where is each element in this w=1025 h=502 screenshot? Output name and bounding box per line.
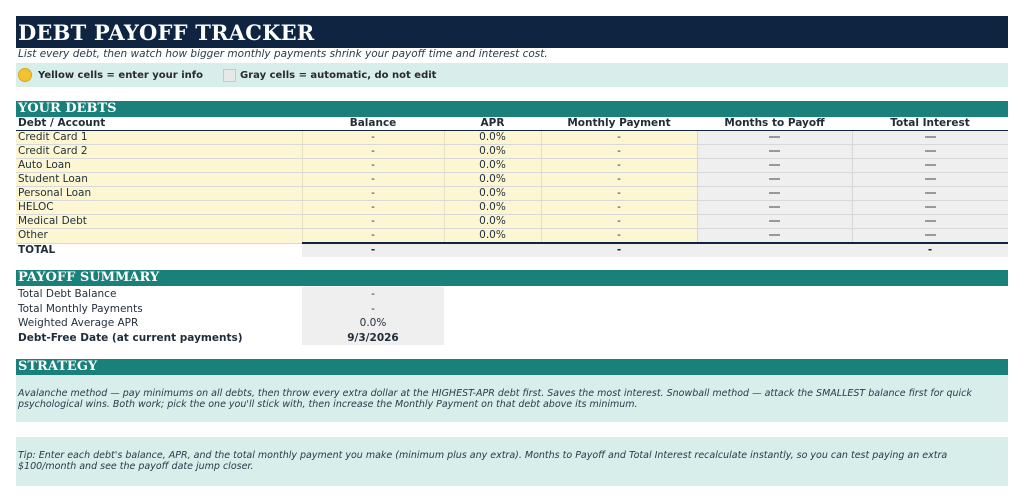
col-apr: APR (444, 117, 541, 131)
interest-cell (852, 187, 1008, 201)
page-title: DEBT PAYOFF TRACKER (18, 19, 315, 45)
payment-cell[interactable]: - (541, 229, 697, 244)
summary-label: Debt-Free Date (at current payments) (18, 331, 243, 344)
payment-cell[interactable]: - (541, 131, 697, 145)
table-row (16, 131, 1008, 145)
legend (16, 63, 1008, 87)
table-row (16, 187, 1008, 201)
months-cell (697, 159, 852, 173)
page-subtitle: List every debt, then watch how bigger monthly payments shrink your payoff time and interest cost. (18, 48, 548, 60)
col-balance: Balance (302, 117, 444, 131)
apr-cell[interactable]: 0.0% (444, 215, 541, 229)
balance-cell[interactable]: - (302, 159, 444, 173)
gray-square-icon (223, 69, 236, 82)
tip-text: Tip: Enter each debt's balance, APR, and the total monthly payment you make (minimum plus any extra). Months to Payoff and Total Interest recalculate instantly, so you can test paying an extra $100/month and see the payoff date jump closer. (16, 437, 1008, 486)
months-cell (697, 187, 852, 201)
apr-cell[interactable]: 0.0% (444, 159, 541, 173)
col-total-interest: Total Interest (852, 117, 1008, 131)
legend-gray: Gray cells = automatic, do not edit (239, 69, 437, 81)
balance-cell[interactable]: - (302, 131, 444, 145)
yellow-dot-icon (18, 68, 32, 82)
apr-cell[interactable]: 0.0% (444, 173, 541, 187)
interest-cell (852, 131, 1008, 145)
interest-cell (852, 159, 1008, 173)
debt-name-cell[interactable]: Medical Debt (16, 215, 302, 229)
total-balance: - (302, 243, 444, 257)
debt-name-cell[interactable]: HELOC (16, 201, 302, 215)
total-row (16, 243, 1008, 257)
col-debt: Debt / Account (16, 117, 302, 131)
debts-table (16, 117, 1008, 257)
summary-value: - (302, 287, 444, 302)
table-row (16, 145, 1008, 159)
empty-dash-icon (925, 136, 936, 138)
total-apr-blank (444, 243, 541, 257)
empty-dash-icon (925, 206, 936, 208)
empty-dash-icon (769, 220, 780, 222)
interest-cell (852, 215, 1008, 229)
months-cell (697, 229, 852, 244)
section-header-summary: PAYOFF SUMMARY (16, 270, 1008, 286)
summary-value: 0.0% (302, 316, 444, 331)
table-row (16, 229, 1008, 244)
empty-dash-icon (769, 164, 780, 166)
empty-dash-icon (769, 136, 780, 138)
total-label: TOTAL (16, 243, 302, 257)
apr-cell[interactable]: 0.0% (444, 187, 541, 201)
debts-header-row (16, 117, 1008, 131)
title-bar (16, 16, 1008, 48)
total-interest: - (852, 243, 1008, 257)
balance-cell[interactable]: - (302, 229, 444, 244)
summary-row (16, 287, 1008, 302)
col-monthly-payment: Monthly Payment (541, 117, 697, 131)
payment-cell[interactable]: - (541, 187, 697, 201)
balance-cell[interactable]: - (302, 201, 444, 215)
balance-cell[interactable]: - (302, 145, 444, 159)
table-row (16, 215, 1008, 229)
empty-dash-icon (769, 150, 780, 152)
months-cell (697, 201, 852, 215)
empty-dash-icon (925, 220, 936, 222)
summary-label: Total Debt Balance (18, 288, 117, 300)
legend-yellow: Yellow cells = enter your info (38, 69, 203, 81)
interest-cell (852, 229, 1008, 244)
debt-name-cell[interactable]: Other (16, 229, 302, 244)
empty-dash-icon (769, 234, 780, 236)
debt-name-cell[interactable]: Auto Loan (16, 159, 302, 173)
strategy-text: Avalanche method — pay minimums on all debts, then throw every extra dollar at the HIGHEST-APR debt first. Saves the most interest. Snowball method — attack the SMALLEST balance first for quick psychological wins. Both work; pick the one you'll stick with, then increase the Monthly Payment on that debt above its minimum. (16, 375, 1008, 422)
empty-dash-icon (925, 178, 936, 180)
summary-row (16, 316, 1008, 331)
months-cell (697, 145, 852, 159)
summary-label: Weighted Average APR (18, 317, 139, 329)
payment-cell[interactable]: - (541, 145, 697, 159)
interest-cell (852, 145, 1008, 159)
interest-cell (852, 201, 1008, 215)
table-row (16, 201, 1008, 215)
debt-name-cell[interactable]: Credit Card 2 (16, 145, 302, 159)
apr-cell[interactable]: 0.0% (444, 131, 541, 145)
section-header-debts: YOUR DEBTS (16, 101, 1008, 117)
debt-name-cell[interactable]: Personal Loan (16, 187, 302, 201)
empty-dash-icon (769, 178, 780, 180)
balance-cell[interactable]: - (302, 215, 444, 229)
balance-cell[interactable]: - (302, 173, 444, 187)
payment-cell[interactable]: - (541, 215, 697, 229)
summary-row-debt-free-date (16, 331, 1008, 346)
table-row (16, 159, 1008, 173)
empty-dash-icon (925, 192, 936, 194)
payment-cell[interactable]: - (541, 201, 697, 215)
total-payment: - (541, 243, 697, 257)
months-cell (697, 173, 852, 187)
section-header-strategy: STRATEGY (16, 359, 1008, 375)
payment-cell[interactable]: - (541, 159, 697, 173)
empty-dash-icon (769, 206, 780, 208)
table-row (16, 173, 1008, 187)
empty-dash-icon (925, 150, 936, 152)
total-months-blank (697, 243, 852, 257)
months-cell (697, 215, 852, 229)
months-cell (697, 131, 852, 145)
apr-cell[interactable]: 0.0% (444, 201, 541, 215)
sheet (16, 16, 1008, 486)
summary-value: - (302, 302, 444, 317)
empty-dash-icon (925, 234, 936, 236)
balance-cell[interactable]: - (302, 187, 444, 201)
interest-cell (852, 173, 1008, 187)
payment-cell[interactable]: - (541, 173, 697, 187)
debt-name-cell[interactable]: Student Loan (16, 173, 302, 187)
debt-free-date: 9/3/2026 (302, 331, 444, 346)
debt-name-cell[interactable]: Credit Card 1 (16, 131, 302, 145)
empty-dash-icon (925, 164, 936, 166)
summary-row (16, 302, 1008, 317)
empty-dash-icon (769, 192, 780, 194)
apr-cell[interactable]: 0.0% (444, 145, 541, 159)
summary-label: Total Monthly Payments (18, 302, 143, 315)
col-months-to-payoff: Months to Payoff (697, 117, 852, 131)
apr-cell[interactable]: 0.0% (444, 229, 541, 244)
